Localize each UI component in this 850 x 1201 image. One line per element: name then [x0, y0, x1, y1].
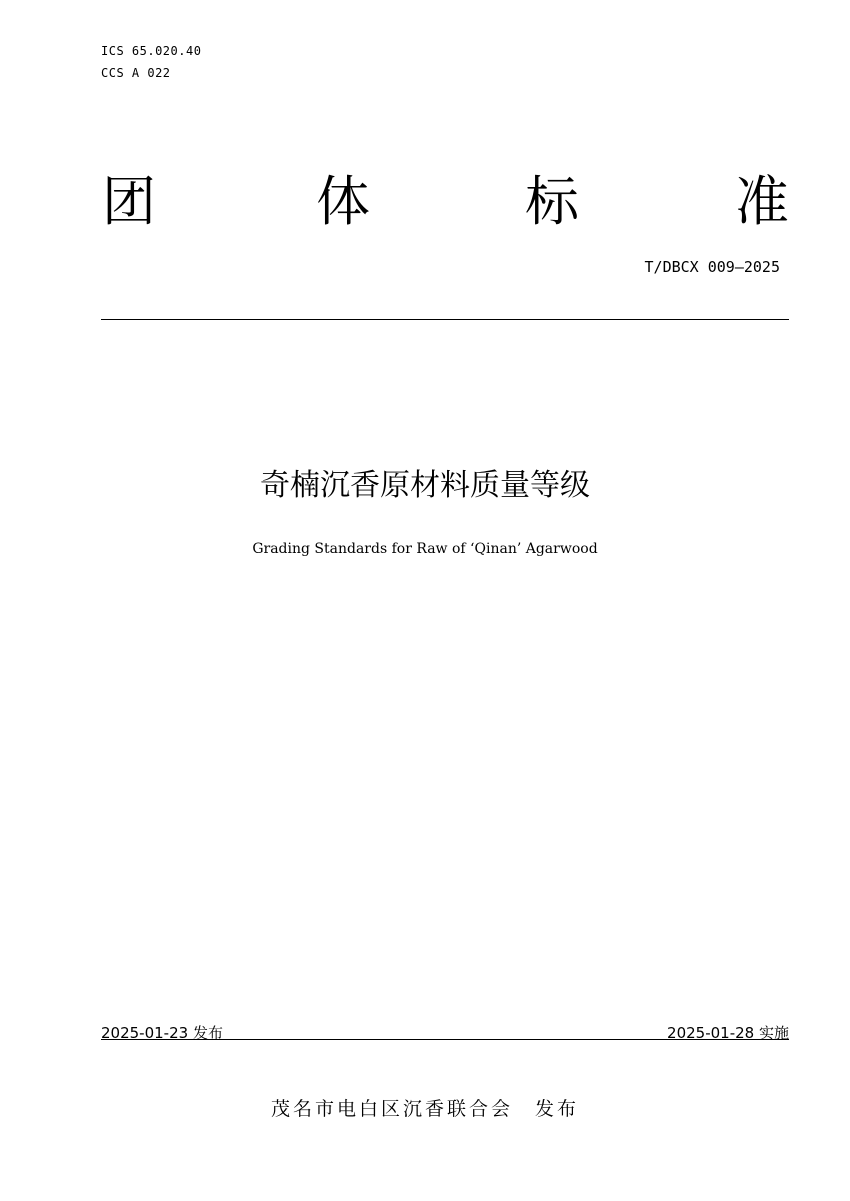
- ics-code: ICS 65.020.40: [101, 44, 202, 58]
- publisher: 茂名市电白区沉香联合会 发布: [270, 1098, 579, 1120]
- standard-type-char-3: 标: [525, 170, 579, 233]
- standard-type-char-4: 准: [735, 170, 789, 233]
- ccs-code: CCS A 022: [101, 66, 171, 80]
- footer-divider: [101, 1039, 789, 1040]
- issue-date: 2025-01-23 发布: [101, 1024, 223, 1042]
- document-title-chinese: 奇楠沉香原材料质量等级: [260, 468, 590, 503]
- standard-type-char-2: 体: [316, 170, 370, 233]
- header-divider: [101, 319, 789, 320]
- standard-number: T/DBCX 009—2025: [644, 258, 780, 276]
- standard-type-char-1: 团: [102, 170, 156, 233]
- implementation-date: 2025-01-28 实施: [667, 1024, 789, 1042]
- document-title-english: Grading Standards for Raw of ‘Qinan’ Agarwood: [252, 541, 598, 557]
